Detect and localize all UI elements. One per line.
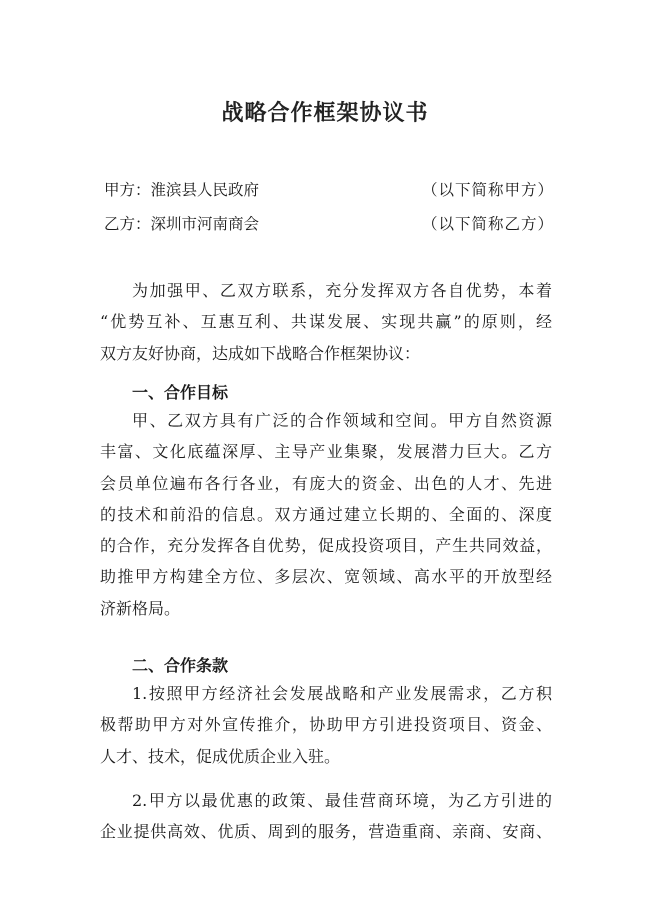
paragraph-line: 的合作，充分发挥各自优势，促成投资项目，产生共同效益， [100,536,552,556]
party-a-note: （以下简称甲方） [421,181,554,199]
paragraph-line: 甲、乙双方具有广泛的合作领域和空间。甲方自然资源 [132,411,552,430]
paragraph-line: 助推甲方构建全方位、多层次、宽领域、高水平的开放型经 [100,567,552,587]
paragraph-line: 1.按照甲方经济社会发展战略和产业发展需求，乙方积 [132,684,552,703]
section1-paragraph [100,405,552,624]
paragraph-line: 双方友好协商，达成如下战略合作框架协议： [100,343,421,363]
clause-1-paragraph [100,678,552,772]
section-heading: 一、合作目标 [132,383,229,402]
clause-2-paragraph [100,785,552,848]
intro-paragraph [100,275,552,369]
paragraph-line: 会员单位遍布各行各业，有庞大的资金、出色的人才、先进 [100,473,552,493]
document-title: 战略合作框架协议书 [221,101,429,126]
party-b-row [104,212,554,234]
party-a-row [104,178,554,200]
paragraph-line: 极帮助甲方对外宣传推介，协助甲方引进投资项目、资金、 [100,715,552,735]
paragraph-line: 企业提供高效、优质、周到的服务，营造重商、亲商、安商、 [100,822,552,842]
paragraph-line: 丰富、文化底蕴深厚、主导产业集聚，发展潜力巨大。乙方 [100,442,552,462]
party-b-label: 乙方：深圳市河南商会 [104,215,260,233]
paragraph-line: 为加强甲、乙双方联系，充分发挥双方各自优势，本着 [132,281,552,300]
paragraph-line: 的技术和前沿的信息。双方通过建立长期的、全面的、深度 [100,504,552,524]
paragraph-line: 济新格局。 [100,598,181,618]
paragraph-line: 人才、技术，促成优质企业入驻。 [100,746,341,766]
paragraph-line: “优势互补、互惠互利、共谋发展、实现共赢”的原则，经 [100,312,552,332]
paragraph-line: 2.甲方以最优惠的政策、最佳营商环境，为乙方引进的 [132,791,552,810]
section-heading: 二、合作条款 [132,656,229,675]
party-b-note: （以下简称乙方） [421,215,554,233]
party-a-label: 甲方：淮滨县人民政府 [104,181,260,199]
